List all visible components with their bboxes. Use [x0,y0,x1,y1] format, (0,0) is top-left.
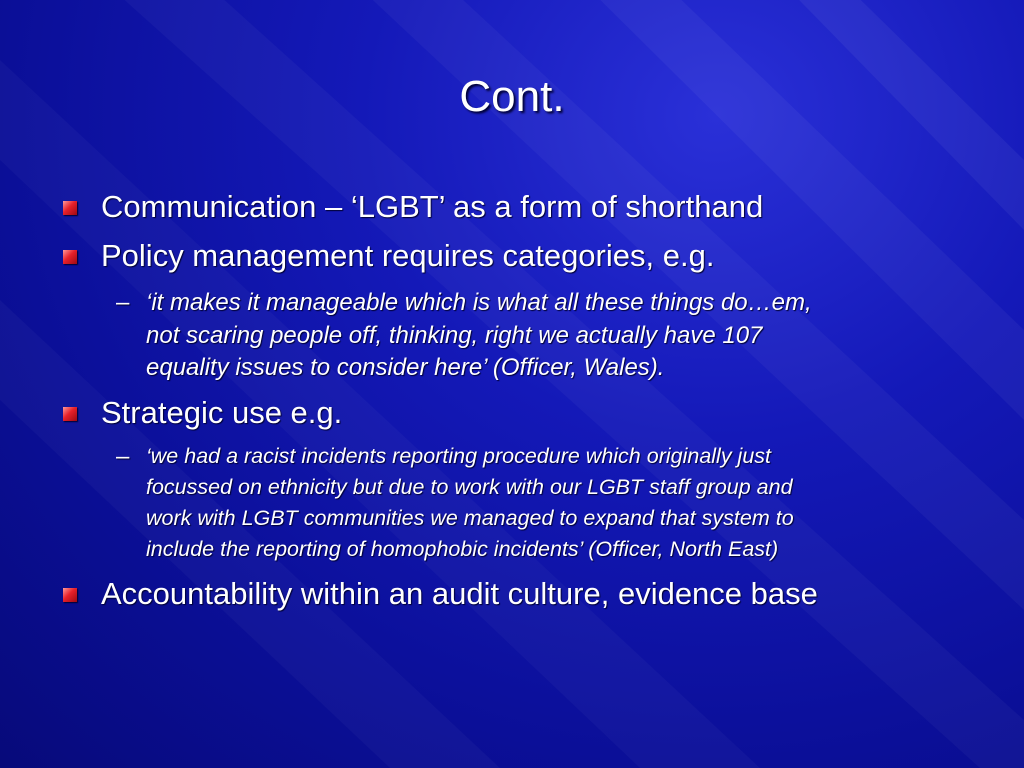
quote-line: equality issues to consider here’ (Officer, Wales). [146,354,665,381]
quote-officer-north-east [146,441,966,565]
quote-line: not scaring people off, thinking, right we actually have 107 [146,321,763,349]
bullet-item-accountability: Accountability within an audit culture, evidence base [101,576,818,611]
quote-line: ‘we had a racist incidents reporting procedure which originally just [146,444,772,468]
bullet-item-strategic-use: Strategic use e.g. [101,395,343,430]
quote-officer-wales [146,287,966,385]
quote-line: ‘it makes it manageable which is what all these things do…em, [146,289,812,316]
red-square-bullet-icon [63,588,77,602]
red-square-bullet-icon [63,407,77,421]
dash-marker: – [116,443,130,470]
slide-title: Cont. [459,72,565,121]
red-square-bullet-icon [63,250,77,264]
red-square-bullet-icon [63,201,77,215]
quote-line: focussed on ethnicity but due to work with our LGBT staff group and [146,475,793,499]
bullet-item-policy-management: Policy management requires categories, e.g. [101,238,715,273]
dash-marker: – [116,289,130,316]
quote-line: include the reporting of homophobic incidents’ (Officer, North East) [146,537,779,561]
quote-line: work with LGBT communities we managed to expand that system to [146,506,794,530]
bullet-item-communication: Communication – ‘LGBT’ as a form of shorthand [101,189,764,224]
